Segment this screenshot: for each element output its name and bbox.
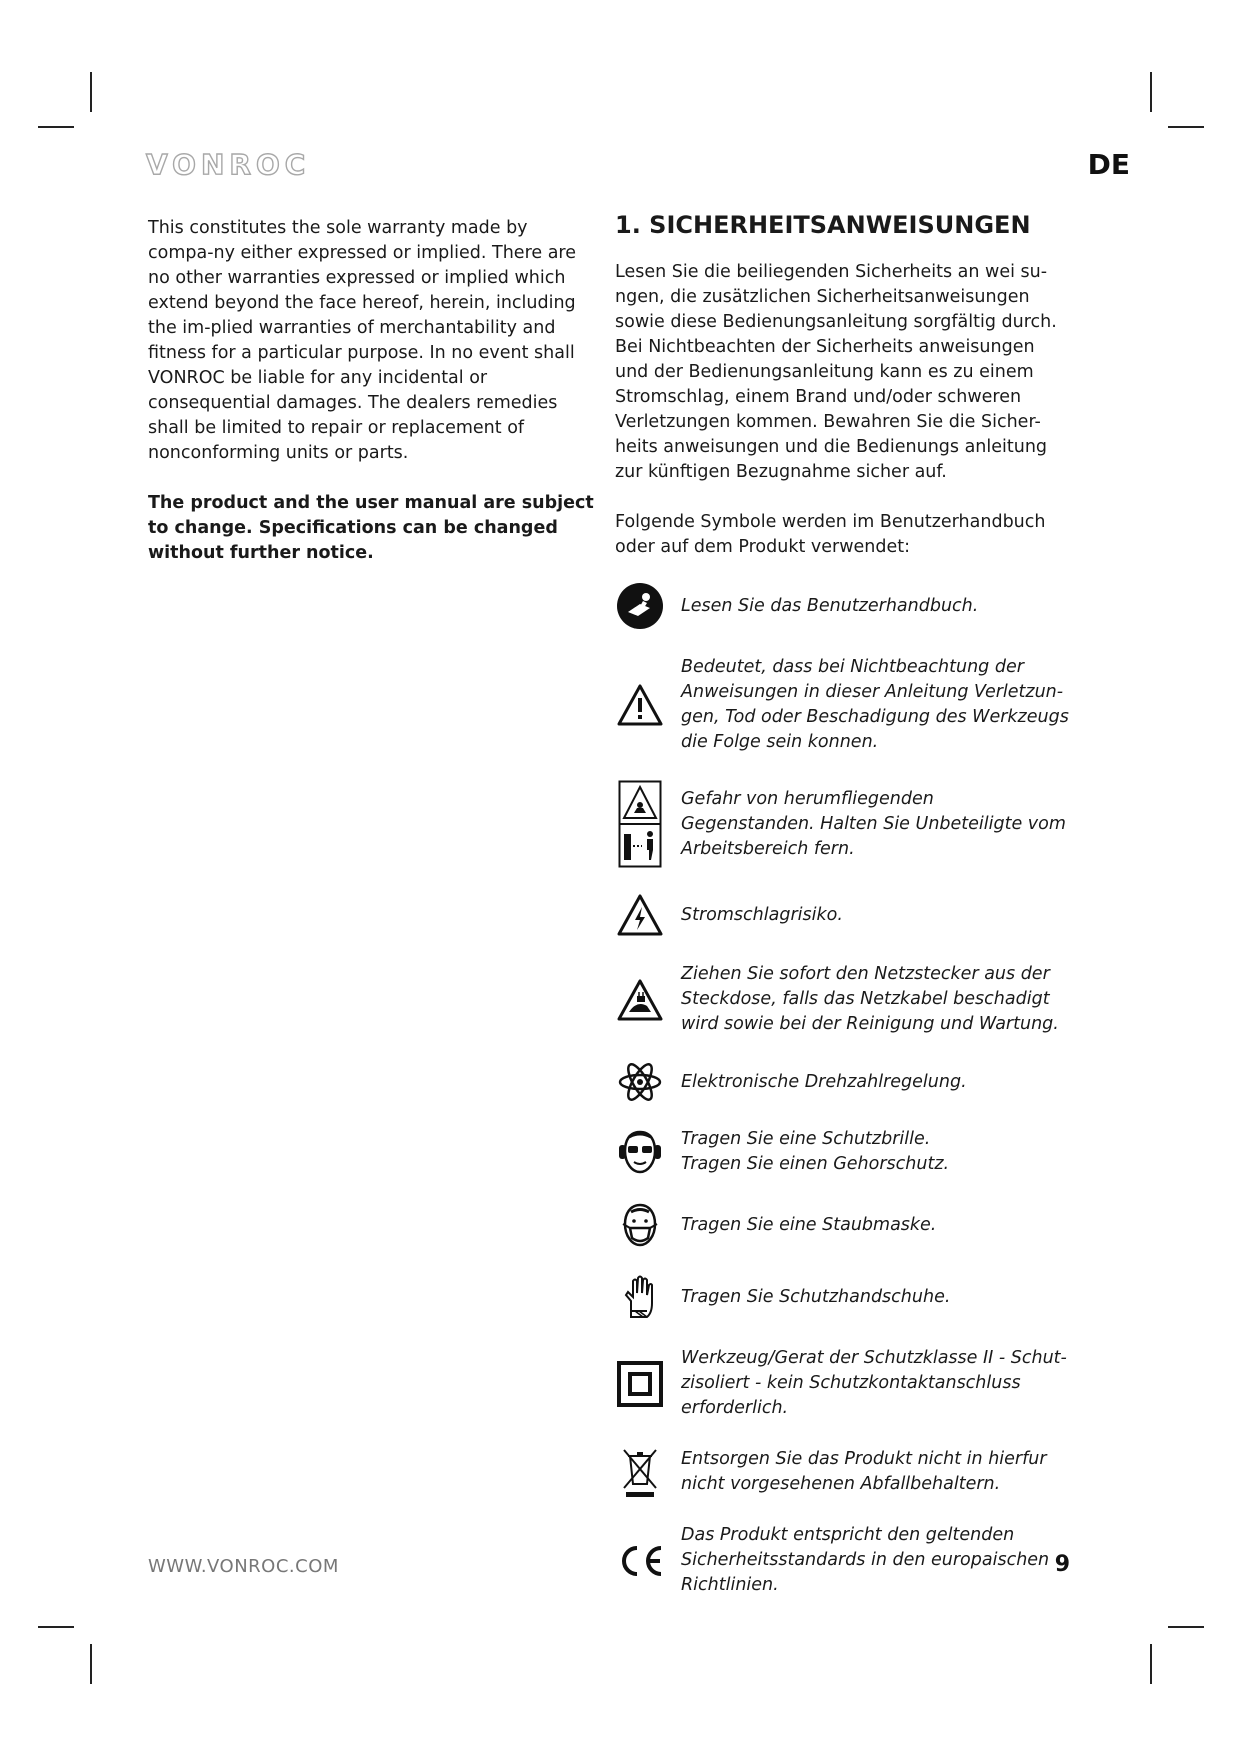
symbol-row	[615, 1523, 1075, 1598]
crop-mark	[1168, 126, 1204, 128]
symbol-row	[615, 1446, 1075, 1498]
symbol-text: Entsorgen Sie das Produkt nicht in hierfur nicht vorgesehenen Abfallbehaltern.	[681, 1449, 1047, 1494]
dust-mask-icon	[615, 1202, 665, 1248]
page-number: 9	[1054, 1552, 1070, 1577]
warranty-column	[148, 216, 598, 566]
symbol-row	[615, 1062, 1075, 1102]
symbol-text: Bedeutet, dass bei Nichtbeachtung der Anweisungen in dieser Anleitung Verletzun-gen, Tod oder Beschadigung des Werkzeugs die Folge sein konnen.	[681, 657, 1069, 752]
symbol-text: Stromschlagrisiko.	[681, 904, 843, 925]
goggles-earmuffs-icon	[615, 1129, 665, 1175]
symbols-intro: Folgende Symbole werden im Benutzerhandbuch oder auf dem Produkt verwendet:	[615, 512, 1046, 557]
ce-mark-icon	[615, 1544, 665, 1578]
symbol-list	[615, 582, 1075, 1623]
warranty-text: This constitutes the sole warranty made by compa-ny either expressed or implied. There are no other warranties expressed or implied which extend beyond the face hereof, herein, including the im-plied warranties of merchantability and fitness for a particular purpose. In no event shall VONROC be liable for any incidental or consequential damages. The dealers remedies shall be limited to repair or replacement of nonconforming units or parts.	[148, 218, 577, 463]
crop-mark	[1168, 1626, 1204, 1628]
symbol-text: Tragen Sie eine Schutzbrille. Tragen Sie einen Gehorschutz.	[681, 1129, 950, 1174]
symbol-text: Werkzeug/Gerat der Schutzklasse II - Schut-zisoliert - kein Schutzkontaktanschluss erforderlich.	[681, 1348, 1067, 1418]
symbol-text: Ziehen Sie sofort den Netzstecker aus der Steckdose, falls das Netzkabel beschadigt wird sowie bei der Reinigung und Wartung.	[681, 964, 1059, 1034]
crop-mark	[1150, 72, 1152, 112]
crop-mark	[90, 1644, 92, 1684]
language-code: DE	[1087, 148, 1130, 181]
symbol-text: Tragen Sie Schutzhandschuhe.	[681, 1286, 951, 1307]
symbol-row	[615, 780, 1075, 868]
read-manual-icon	[615, 582, 665, 630]
unplug-icon	[615, 978, 665, 1022]
symbol-text: Tragen Sie eine Staubmaske.	[681, 1214, 937, 1235]
warning-icon	[615, 683, 665, 727]
crop-mark	[38, 126, 74, 128]
symbol-row	[615, 582, 1075, 630]
crop-mark	[38, 1626, 74, 1628]
symbol-row	[615, 655, 1075, 755]
electric-shock-icon	[615, 893, 665, 937]
symbol-text: Gefahr von herumfliegenden Gegenstanden. Halten Sie Unbeteiligte vom Arbeitsbereich fern.	[681, 788, 1066, 859]
change-notice: The product and the user manual are subject to change. Specifications can be changed without further notice.	[148, 493, 594, 563]
symbol-text: Elektronische Drehzahlregelung.	[681, 1071, 967, 1092]
symbol-row	[615, 1202, 1075, 1248]
symbol-row	[615, 1273, 1075, 1321]
symbol-row	[615, 893, 1075, 937]
class-ii-icon	[615, 1361, 665, 1407]
crop-mark	[1150, 1644, 1152, 1684]
weee-bin-icon	[615, 1446, 665, 1498]
safety-intro: Lesen Sie die beiliegenden Sicherheits an wei su-ngen, die zusätzlichen Sicherheitsanweisungen sowie diese Bedienungsanleitung sorgfältig durch. Bei Nichtbeachten der Sicherheits anweisungen und der Bedienungsanleitung kann es zu einem Stromschlag, einem Brand und/oder schweren Verletzungen kommen. Bewahren Sie die Sicher-heits anweisungen und die Bedienungs anleitung zur künftigen Bezugnahme sicher auf.	[615, 262, 1057, 482]
section-heading: 1. SICHERHEITSANWEISUNGEN	[615, 211, 1031, 239]
flying-objects-icon	[615, 780, 665, 868]
gloves-icon	[615, 1273, 665, 1321]
footer-url: WWW.VONROC.COM	[148, 1556, 339, 1577]
symbol-row	[615, 1127, 1075, 1177]
brand-logo: VONROC	[146, 148, 311, 181]
symbol-row	[615, 962, 1075, 1037]
crop-mark	[90, 72, 92, 112]
safety-column	[615, 210, 1070, 585]
speed-control-icon	[615, 1062, 665, 1102]
symbol-text: Lesen Sie das Benutzerhandbuch.	[681, 595, 979, 616]
symbol-row	[615, 1346, 1075, 1421]
symbol-text: Das Produkt entspricht den geltenden Sicherheitsstandards in den europaischen Richtlinien.	[681, 1525, 1050, 1595]
